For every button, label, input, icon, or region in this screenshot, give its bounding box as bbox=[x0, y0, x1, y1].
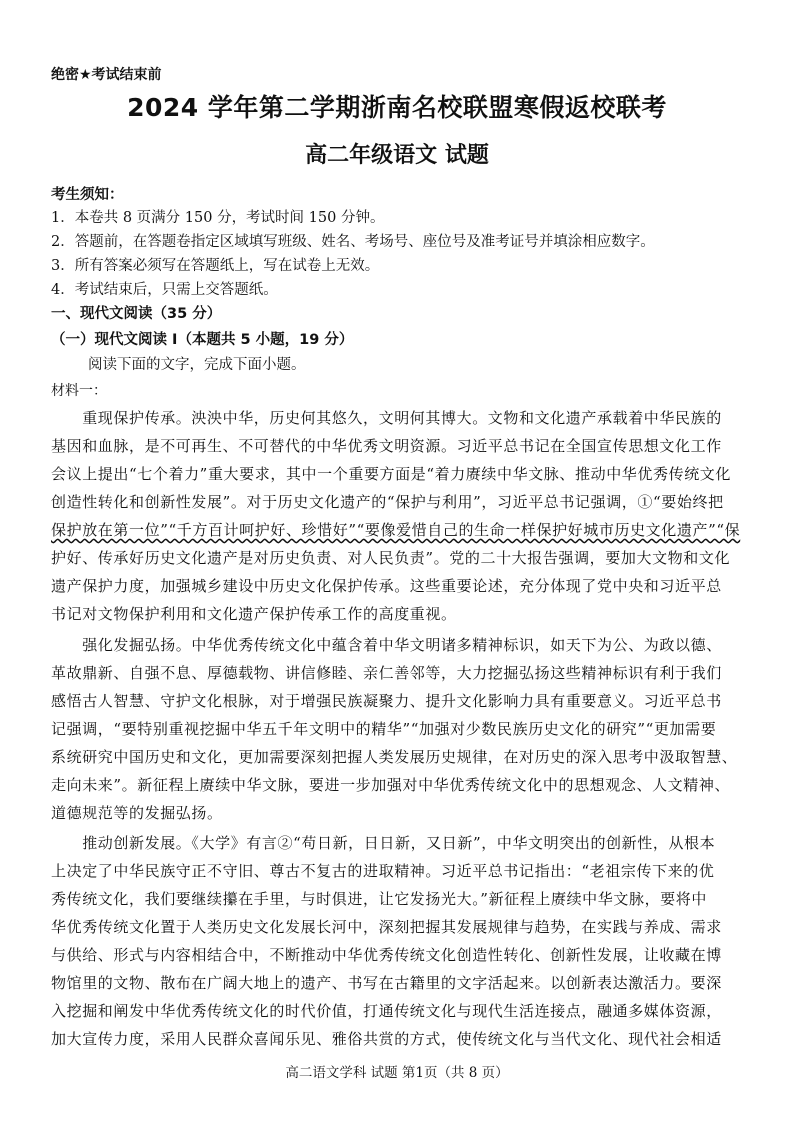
notice-item: 3．所有答案必须写在答题纸上，写在试卷上无效。 bbox=[51, 258, 380, 274]
body-line: 与供给、形式与内容相结合中，不断推动中华优秀传统文化创造性转化、创新性发展，让收藏在博 bbox=[51, 946, 722, 964]
body-line: 加大宣传力度，采用人民群众喜闻乐见、雅俗共赏的方式，使传统文化与当代文化、现代社会相适 bbox=[51, 1030, 722, 1048]
exam-subtitle: 高二年级语文 试题 bbox=[305, 143, 489, 168]
body-line: 入挖掘和阐发中华优秀传统文化的时代价值，打通传统文化与现代生活连接点，融通多媒体资源， bbox=[51, 1002, 722, 1020]
body-line: 基因和血脉，是不可再生、不可替代的中华优秀文明资源。习近平总书记在全国宣传思想文化工作 bbox=[51, 437, 722, 455]
notice-item: 2．答题前，在答题卷指定区域填写班级、姓名、考场号、座位号及准考证号并填涂相应数字。 bbox=[51, 234, 655, 250]
body-line: 走向未来”。新征程上赓续中华文脉，要进一步加强对中华优秀传统文化中的思想观念、人文精神、 bbox=[51, 776, 731, 794]
body-line: 华优秀传统文化置于人类历史文化发展长河中，深刻把握其发展规律与趋势，在实践与养成、需求 bbox=[51, 918, 722, 936]
notice-item: 4．考试结束后，只需上交答题纸。 bbox=[51, 282, 278, 298]
body-line: 会议上提出“七个着力”重大要求，其中一个重要方面是“着力赓续中华文脉、推动中华优秀传统文化 bbox=[51, 465, 732, 483]
body-line-underlined: 保护放在第一位”“千方百计呵护好、珍惜好”“要像爱惜自己的生命一样保护好城市历史文化遗产”“保 bbox=[51, 521, 741, 539]
body-line: 道德规范等的发掘弘扬。 bbox=[51, 804, 223, 822]
body-line: 书记对文物保护利用和文化遗产保护传承工作的高度重视。 bbox=[51, 605, 457, 623]
body-line: 强化发掘弘扬。中华优秀传统文化中蕴含着中华文明诸多精神标识，如天下为公、为政以德、 bbox=[51, 636, 722, 654]
body-line: 秀传统文化，我们要继续攥在手里，与时俱进，让它发扬光大。”新征程上赓续中华文脉，要将中 bbox=[51, 890, 707, 908]
body-line: 记强调，“要特别重视挖掘中华五千年文明中的精华”“加强对少数民族历史文化的研究”“更加需要 bbox=[51, 720, 717, 738]
body-line: 系统研究中国历史和文化，更加需要深刻把握人类发展历史规律，在对历史的深入思考中汲取智慧、 bbox=[51, 748, 738, 766]
body-line: 创造性转化和创新性发展”。对于历史文化遗产的“保护与利用”，习近平总书记强调，①“要始终把 bbox=[51, 493, 724, 511]
exam-title: 2024 学年第二学期浙南名校联盟寒假返校联考 bbox=[127, 93, 667, 122]
reading-instruction: 阅读下面的文字，完成下面小题。 bbox=[88, 357, 306, 373]
body-line: 推动创新发展。《大学》有言②“苟日新，日日新，又日新”，中华文明突出的创新性，从根本 bbox=[51, 834, 716, 852]
section-title: 一、现代文阅读（35 分） bbox=[51, 306, 222, 322]
body-line: 重现保护传承。泱泱中华，历史何其悠久，文明何其博大。文物和文化遗产承载着中华民族的 bbox=[51, 409, 722, 427]
secret-mark: 绝密★考试结束前 bbox=[51, 67, 162, 83]
body-line: 革故鼎新、自强不息、厚德载物、讲信修睦、亲仁善邻等，大力挖掘弘扬这些精神标识有利于我们 bbox=[51, 664, 722, 682]
body-line: 上决定了中华民族守正不守旧、尊古不复古的进取精神。习近平总书记指出：“老祖宗传下来的优 bbox=[51, 862, 715, 880]
notice-item: 1．本卷共 8 页满分 150 分，考试时间 150 分钟。 bbox=[51, 210, 385, 226]
notice-heading: 考生须知： bbox=[51, 187, 124, 203]
page-footer: 高二语文学科 试题 第1页（共 8 页） bbox=[285, 1065, 509, 1081]
body-line: 遗产保护力度，加强城乡建设中历史文化保护传承。这些重要论述，充分体现了党中央和习近平总 bbox=[51, 577, 722, 595]
body-line: 护好、传承好历史文化遗产是对历史负责、对人民负责”。党的二十大报告强调，要加大文物和文化 bbox=[51, 549, 731, 567]
body-line: 感悟古人智慧、守护文化根脉，对于增强民族凝聚力、提升文化影响力具有重要意义。习近平总书 bbox=[51, 692, 722, 710]
body-line: 物馆里的文物、散布在广阔大地上的遗产、书写在古籍里的文字活起来。以创新表达激活力。要深 bbox=[51, 974, 722, 992]
material-label: 材料一： bbox=[51, 383, 107, 399]
subsection-title: （一）现代文阅读 I（本题共 5 小题，19 分） bbox=[51, 332, 354, 348]
